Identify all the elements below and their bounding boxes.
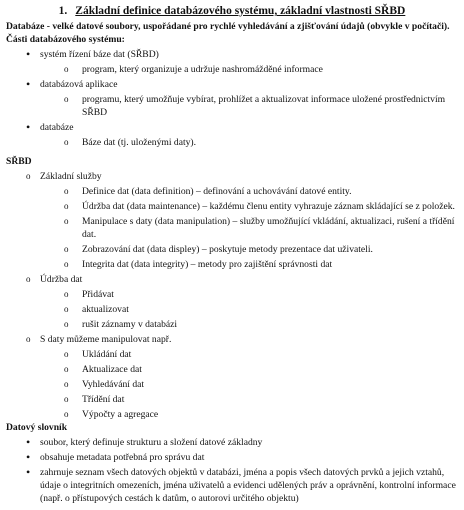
circle-bullet-icon: [64, 363, 69, 376]
circle-bullet-icon: [64, 408, 69, 421]
circle-bullet-icon: [26, 333, 31, 346]
list-item: o Ukládání dat: [6, 348, 458, 361]
bullet-icon: [26, 466, 30, 480]
circle-bullet-icon: [64, 136, 69, 149]
list-item: o Údržba dat (data maintenance) – každému členu entity vyhrazuje záznam skládající se z položek.: [6, 200, 458, 213]
list-item: • databázová aplikace: [6, 78, 458, 91]
list-item: • zahrnuje seznam všech datových objektů v databázi, jména a popis všech datových prvků a jejich vztahů, údaje o integritních omezeních, jména uživatelů a evidenci udělených práv a oprávnění, kontrolní informace (např. o přístupových cestách k datům, o autorovi určitého objektu): [6, 466, 458, 505]
list-item: • systém řízení báze dat (SŘBD): [6, 48, 458, 61]
list-item: • soubor, který definuje strukturu a složení datové základny: [6, 436, 458, 449]
document-page: [6, 0, 458, 505]
list-item: o aktualizovat: [6, 303, 458, 316]
circle-bullet-icon: [64, 258, 69, 271]
list-item: o Vyhledávání dat: [6, 378, 458, 391]
list-item: o Manipulace s daty (data manipulation) – služby umožňující vkládání, aktualizaci, rušení a třídění dat.: [6, 215, 458, 241]
list-item: o Údržba dat: [6, 273, 458, 286]
circle-bullet-icon: [64, 318, 69, 331]
list-item: o Výpočty a agregace: [6, 408, 458, 421]
srbd-heading: SŘBD: [6, 156, 32, 167]
circle-bullet-icon: [64, 200, 69, 213]
parts-list: [6, 48, 458, 149]
list-item: o Aktualizace dat: [6, 363, 458, 376]
circle-bullet-icon: [26, 273, 31, 286]
list-item: o Integrita dat (data integrity) – metody pro zajištění správnosti dat: [6, 258, 458, 271]
title-text: Základní definice databázového systému, základní vlastnosti SŘBD: [75, 5, 406, 17]
list-item: o Zobrazování dat (data displey) – poskytuje metody prezentace dat uživateli.: [6, 243, 458, 256]
list-item: o Třídění dat: [6, 393, 458, 406]
bullet-icon: [26, 451, 30, 465]
circle-bullet-icon: [64, 215, 69, 228]
circle-bullet-icon: [64, 393, 69, 406]
list-item: • databáze: [6, 121, 458, 134]
circle-bullet-icon: [64, 348, 69, 361]
circle-bullet-icon: [64, 378, 69, 391]
list-item: o Báze dat (tj. uloženými daty).: [6, 136, 458, 149]
list-item: • obsahuje metadata potřebná pro správu dat: [6, 451, 458, 464]
intro-text: - velké datové soubory, uspořádané pro rychlé vyhledávání a zjišťování údajů (obvykle v počítači).: [44, 21, 450, 32]
circle-bullet-icon: [64, 93, 69, 106]
circle-bullet-icon: [26, 170, 31, 183]
circle-bullet-icon: [64, 303, 69, 316]
dictionary-list: [6, 436, 458, 505]
dictionary-heading: Datový slovník: [6, 422, 68, 433]
bullet-icon: [26, 121, 30, 135]
list-item: o programu, který umožňuje vybírat, prohlížet a aktualizovat informace uložené prostřednictvím SŘBD: [6, 93, 458, 119]
srbd-list: [6, 170, 458, 421]
circle-bullet-icon: [64, 288, 69, 301]
circle-bullet-icon: [64, 63, 69, 76]
list-item: o rušit záznamy v databázi: [6, 318, 458, 331]
title-number: 1.: [58, 5, 68, 17]
list-item: o S daty můžeme manipulovat např.: [6, 333, 458, 346]
page-title: [6, 3, 458, 19]
circle-bullet-icon: [64, 243, 69, 256]
list-item: o Definice dat (data definition) – definování a uchovávání datové entity.: [6, 185, 458, 198]
bullet-icon: [26, 78, 30, 92]
bullet-icon: [26, 48, 30, 62]
parts-heading: Části databázového systému:: [6, 34, 125, 45]
list-item: o Přidávat: [6, 288, 458, 301]
list-item: o program, který organizuje a udržuje nashromážděné informace: [6, 63, 458, 76]
bullet-icon: [26, 436, 30, 450]
intro-paragraph: [6, 20, 458, 33]
circle-bullet-icon: [64, 185, 69, 198]
list-item: o Základní služby: [6, 170, 458, 183]
intro-term: Databáze: [6, 21, 45, 32]
